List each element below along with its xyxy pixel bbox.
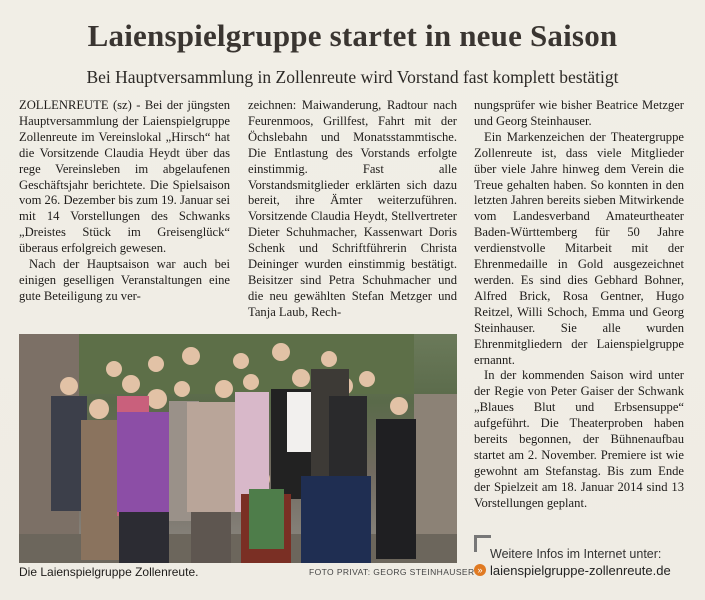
photo-caption: Die Laienspielgruppe Zollenreute. — [19, 565, 199, 579]
info-link[interactable]: laienspielgruppe-zollenreute.de — [490, 563, 671, 578]
text-column-3 — [474, 98, 684, 512]
text-column-1 — [19, 98, 230, 305]
text-column-2 — [248, 98, 457, 321]
group-photo-people — [19, 334, 457, 563]
group-photo — [19, 334, 457, 563]
arrow-right-icon: » — [474, 564, 486, 576]
photo-credit: FOTO PRIVAT: GEORG STEINHAUSER — [309, 567, 475, 577]
paragraph: In der kommenden Saison wird unter der Regie von Peter Gaiser der Schwank „Blaues Blut und Erbsensuppe“ aufgeführt. Die Theaterproben haben bereits begonnen, der Bühnenaufbau startet am 2. November. Premiere ist wie gewohnt am Stefanstag. Bis zum Ende der Spielzeit am 18. Januar 2014 sind 13 Vorstellungen geplant. — [474, 368, 684, 510]
paragraph: ZOLLENREUTE (sz) - Bei der jüngsten Hauptversammlung der Laienspielgruppe Zollenreute im Vereinslokal „Hirsch“ hat die Vorsitzende Claudia Heydt über das rege Vereinsleben im abgelaufenen Geschäftsjahr berichtete. Die Spielsaison vom 26. Dezember bis zum 19. Januar sei mit 14 Vorstellungen des Schwanks „Dreistes Stück im Greisenglück“ überaus erfolgreich gewesen. — [19, 98, 230, 256]
paragraph: zeichnen: Maiwanderung, Radtour nach Feurenmoos, Grillfest, Fahrt mit der Öchslebahn und Monatsstammtische. Die Entlastung des Vorstands erfolgte einstimmig. Fast alle Vorstandsmitglieder erklärten sich dazu bereit, ihre Ämter weiterzuführen. Vorsitzende Claudia Heydt, Stellvertreter Dieter Schuhmacher, Kassenwart Doris Schenk und Schriftführerin Christa Deininger wurden einstimmig bestätigt. Beisitzer sind Petra Schuhmacher und die neu gewählten Stefan Metzger und Tanja Laub, Rech- — [248, 98, 457, 319]
info-label: Weitere Infos im Internet unter: — [490, 547, 662, 561]
info-box — [474, 535, 694, 583]
corner-bracket-icon — [474, 535, 491, 552]
paragraph: Ein Markenzeichen der Theatergruppe Zollenreute ist, dass viele Mitglieder über viele Jahre hinweg dem Verein die Treue gehalten haben. So konnten in den letzten Jahren bereits sieben Mitwirkende vom Landesverband Amateurtheater Baden-Württemberg für 50 Jahre verdienstvolle Mitarbeit mit der Ehrenmedaille in Gold ausgezeichnet werden. Es sind dies Gebhard Bohner, Alfred Brick, Rosa Gentner, Hugo Reitzel, Willi Schoch, Emma und Georg Steinhauser. Sie alle wurden Ehrenmitgliedern der Laienspielgruppe ernannt. — [474, 129, 684, 367]
paragraph: Nach der Hauptsaison war auch bei einigen geselligen Veranstaltungen eine gute Beteiligung zu ver- — [19, 257, 230, 303]
paragraph: nungsprüfer wie bisher Beatrice Metzger und Georg Steinhauser. — [474, 98, 684, 128]
article-title: Laienspielgruppe startet in neue Saison — [87, 18, 618, 53]
article-subtitle: Bei Hauptversammlung in Zollenreute wird Vorstand fast komplett bestätigt — [86, 67, 619, 87]
